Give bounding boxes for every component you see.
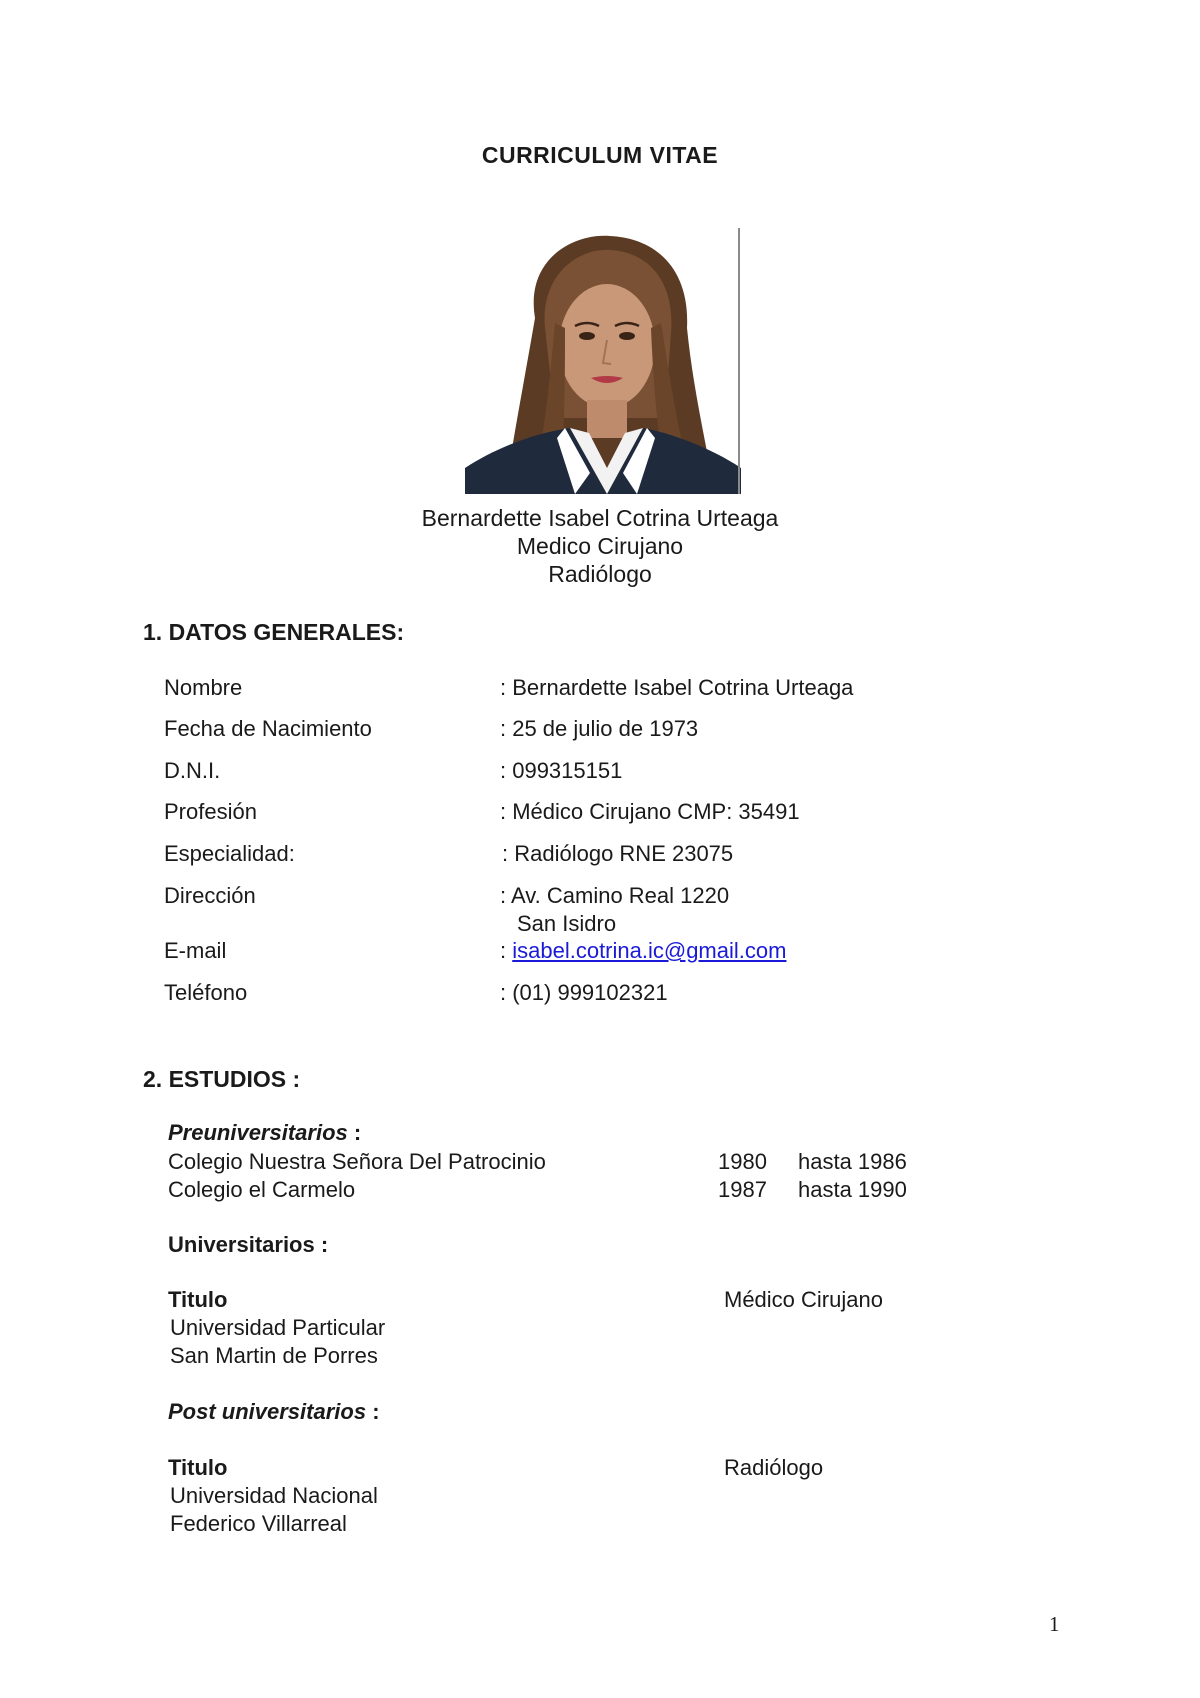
field-label-email: E-mail <box>164 938 227 963</box>
field-value-profesion: : Médico Cirujano CMP: 35491 <box>500 799 800 824</box>
document-title: CURRICULUM VITAE <box>481 142 719 168</box>
field-label-profesion: Profesión <box>164 799 257 824</box>
field-value-especialidad: : Radiólogo RNE 23075 <box>502 841 734 866</box>
preuniv-heading-label: Preuniversitarios <box>168 1120 348 1145</box>
email-colon: : <box>500 938 513 963</box>
section-heading-estudios: 2. ESTUDIOS : <box>143 1066 301 1092</box>
univ-degree: Médico Cirujano <box>724 1287 883 1312</box>
preuniv-from-2: 1987 <box>718 1177 767 1202</box>
portrait-image <box>465 228 741 494</box>
header-profession: Medico Cirujano <box>516 533 684 559</box>
univ-line-1: Universidad Particular <box>170 1315 386 1340</box>
field-label-dni: D.N.I. <box>164 758 221 783</box>
field-label-telefono: Teléfono <box>164 980 248 1005</box>
preuniv-school-1: Colegio Nuestra Señora Del Patrocinio <box>168 1149 546 1174</box>
field-label-nombre: Nombre <box>164 675 243 700</box>
section-heading-datos-generales: 1. DATOS GENERALES: <box>143 619 405 645</box>
field-value-email <box>500 938 786 964</box>
postuniv-degree: Radiólogo <box>724 1455 824 1480</box>
postuniv-line-1: Universidad Nacional <box>170 1483 378 1508</box>
postuniv-heading-label: Post universitarios <box>168 1399 367 1424</box>
preuniv-to-2: hasta 1990 <box>798 1177 907 1202</box>
preuniv-from-1: 1980 <box>718 1149 767 1174</box>
preuniv-to-1: hasta 1986 <box>798 1149 907 1174</box>
preuniv-school-2: Colegio el Carmelo <box>168 1177 356 1202</box>
header-name: Bernardette Isabel Cotrina Urteaga <box>421 505 779 531</box>
postuniv-heading <box>168 1399 380 1425</box>
preuniv-heading <box>168 1120 361 1146</box>
postuniv-title-label: Titulo <box>168 1455 228 1480</box>
field-value-nombre: : Bernardette Isabel Cotrina Urteaga <box>500 675 854 700</box>
profile-photo <box>465 228 741 494</box>
field-value-direccion: : Av. Camino Real 1220 <box>500 883 730 908</box>
postuniv-line-2: Federico Villarreal <box>170 1511 347 1536</box>
univ-title-label: Titulo <box>168 1287 228 1312</box>
header-specialty: Radiólogo <box>548 561 652 587</box>
field-label-fecha-nacimiento: Fecha de Nacimiento <box>164 716 372 741</box>
photo-divider <box>738 228 740 494</box>
field-label-especialidad: Especialidad: <box>164 841 295 866</box>
email-link[interactable]: isabel.cotrina.ic@gmail.com <box>512 938 787 963</box>
postuniv-heading-colon: : <box>366 1399 380 1424</box>
field-value-telefono: : (01) 999102321 <box>500 980 668 1005</box>
field-value-dni: : 099315151 <box>500 758 623 783</box>
preuniv-heading-colon: : <box>347 1120 362 1145</box>
field-value-fecha-nacimiento: : 25 de julio de 1973 <box>500 716 699 741</box>
page-number: 1 <box>1049 1612 1060 1636</box>
field-value-direccion-line2: San Isidro <box>517 911 617 936</box>
univ-heading: Universitarios : <box>168 1232 329 1257</box>
univ-line-2: San Martin de Porres <box>170 1343 378 1368</box>
field-label-direccion: Dirección <box>164 883 256 908</box>
